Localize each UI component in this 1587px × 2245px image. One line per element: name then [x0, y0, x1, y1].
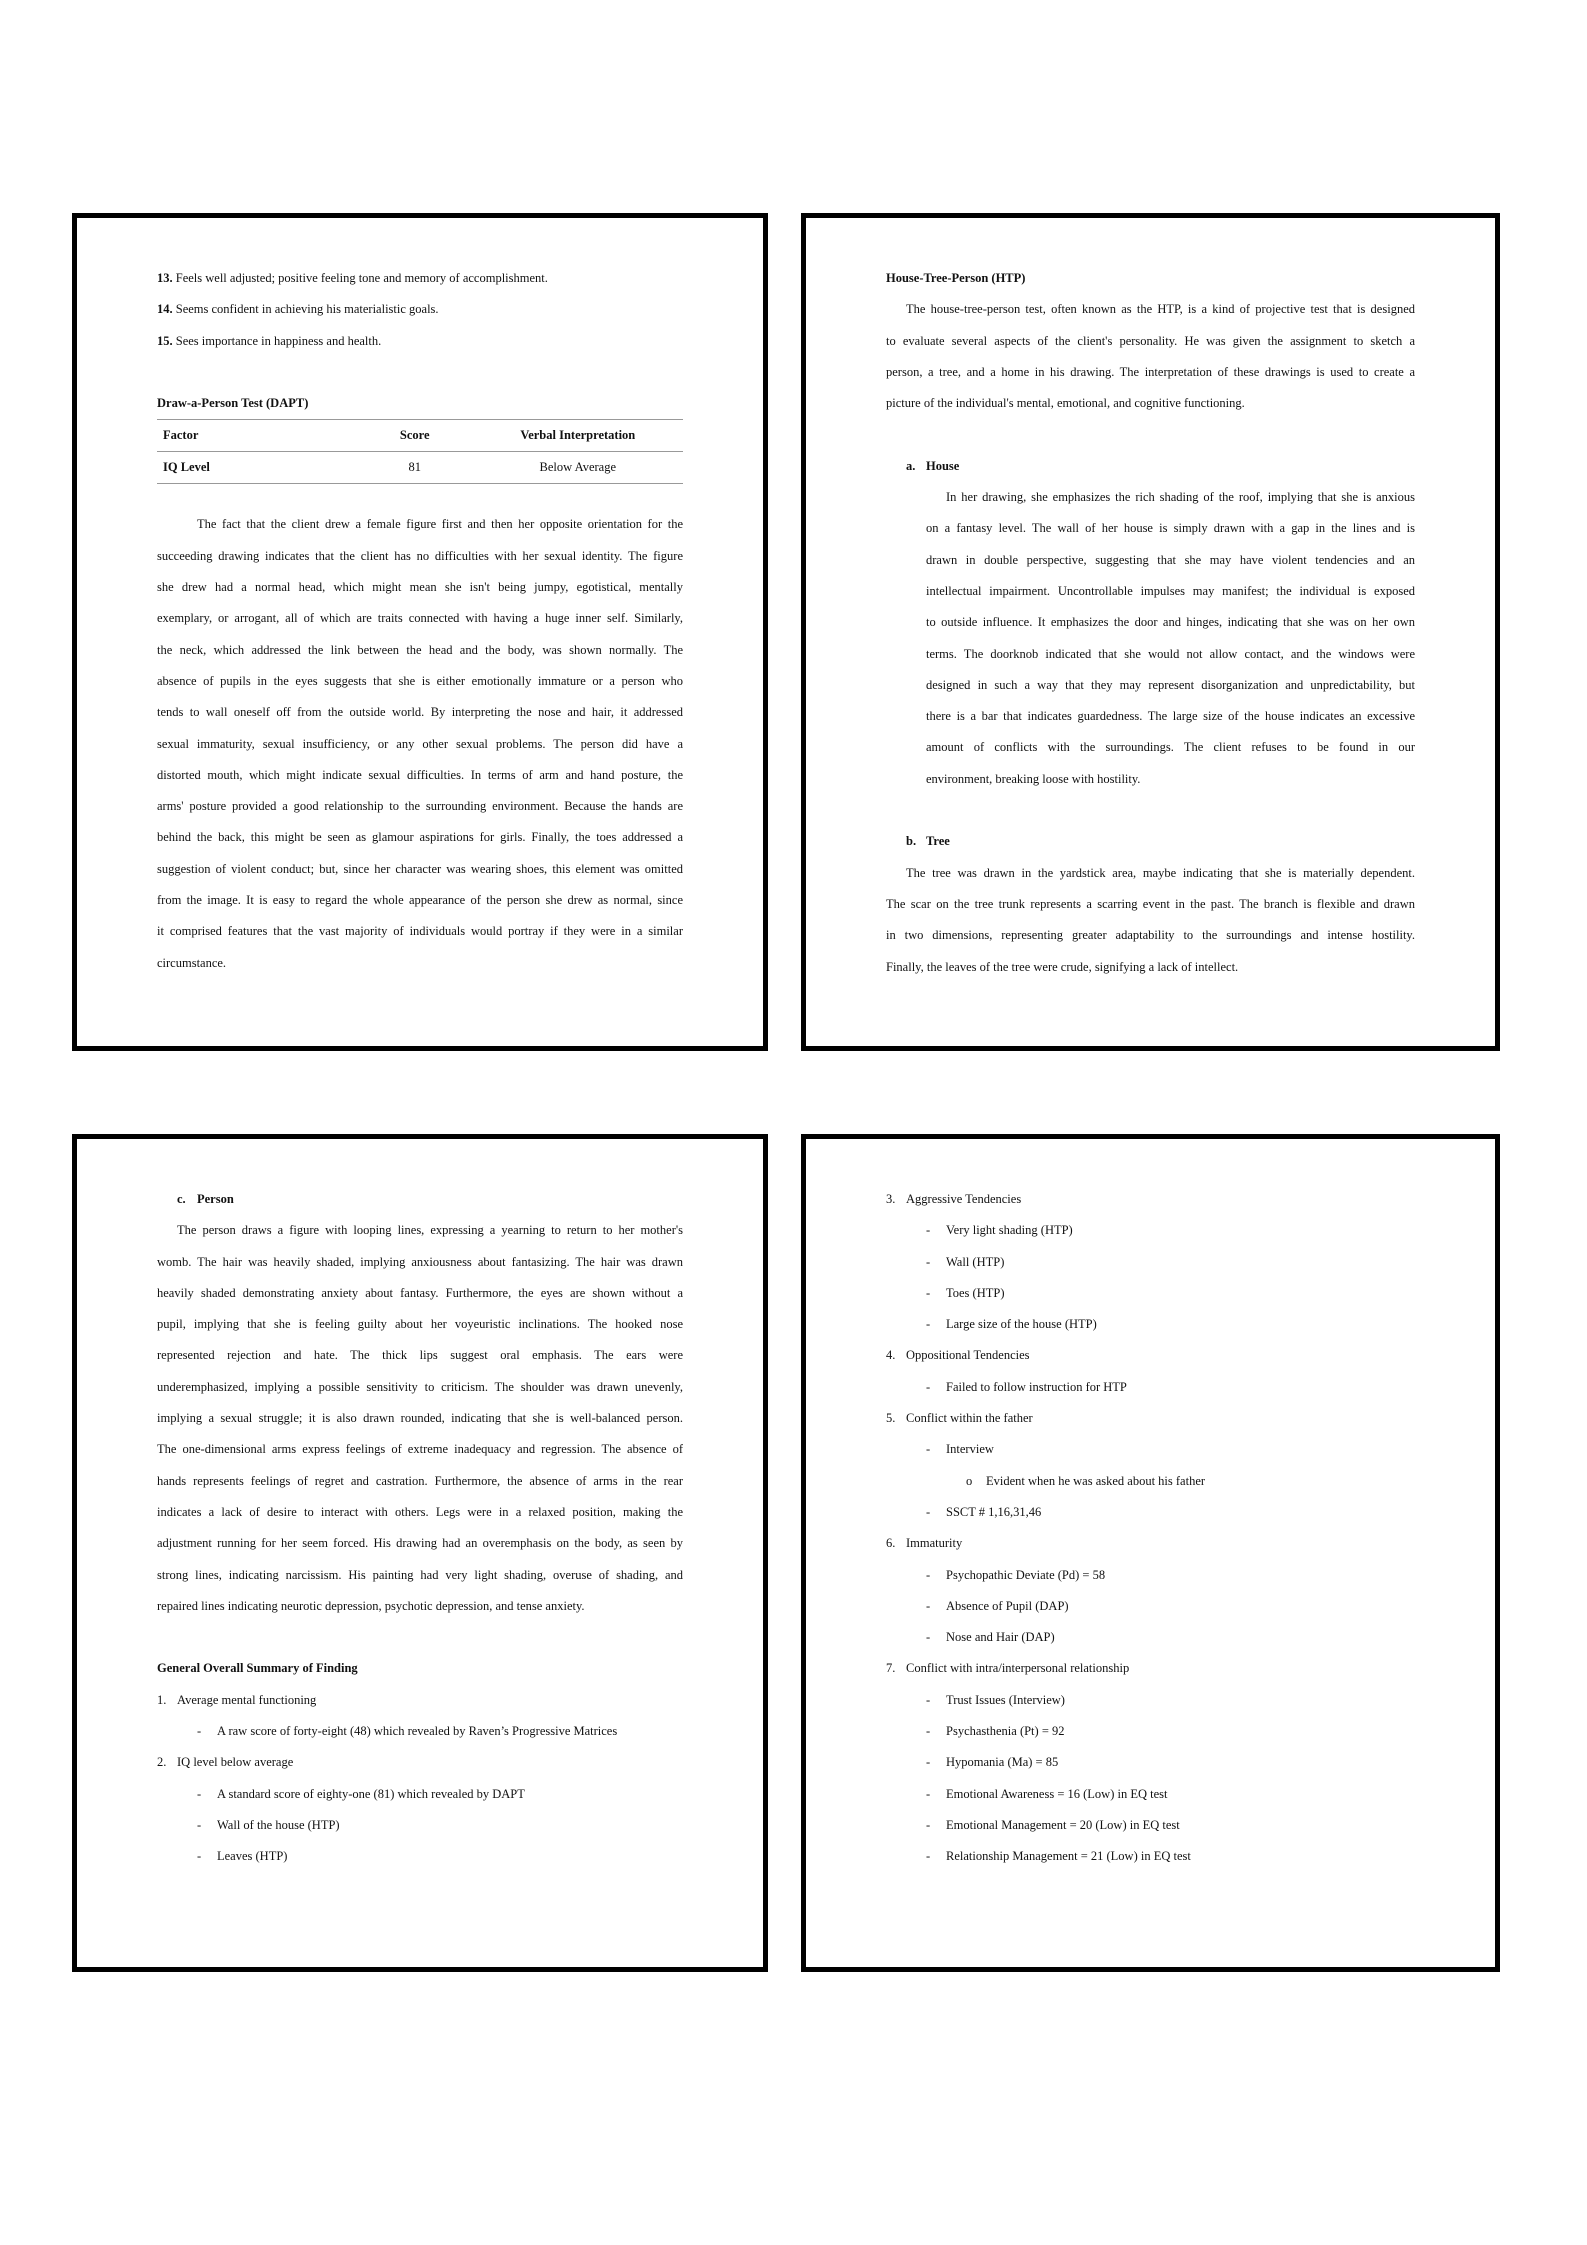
list-subitem: - Wall (HTP) — [926, 1254, 1005, 1269]
list-item: 4. Oppositional Tendencies — [886, 1348, 1030, 1363]
dapt-paragraph: The fact that the client drew a female figure first and then her opposite orientation for the succeeding drawing indicates that the client has no difficulties with her sexual identity. The figure she drew had a normal head, which might mean she isn't being jumpy, egotistical, mentally exemplary, or arrogant, all of which are traits connected with having a huge inner self. Similarly, the neck, which addressed the link between the head and the body, was shown normally. The absence of pupils in the eyes suggests that she is either emotionally immature or a person who tends to wall oneself off from the outside world. By interpreting the nose and hair, it addressed sexual immaturity, sexual insufficiency, or any other sexual problems. The person did have a distorted mouth, which might indicate sexual difficulties. In terms of arm and hand posture, the arms' posture provided a good relationship to the surrounding environment. Because the hands are behind the back, this might be seen as glamour aspirations for girls. Finally, the toes addressed a suggestion of violent conduct; but, since her character was wearing shoes, this element was omitted from the image. It is easy to regard the whole appearance of the person she drew as normal, since it comprised features that the vast majority of individuals would portray if they were in a similar circumstance. — [157, 517, 683, 970]
htp-intro-paragraph: The house-tree-person test, often known as the HTP, is a kind of projective test that is designed to evaluate several aspects of the client's personality. He was given the assignment to sketch a person, a tree, and a home in his drawing. The interpretation of these drawings is used to create a picture of the individual's mental, emotional, and cognitive functioning. — [886, 302, 1415, 411]
list-subitem: - Emotional Awareness = 16 (Low) in EQ test — [926, 1786, 1168, 1801]
document-page-2 — [801, 213, 1500, 1051]
list-item: 1. Average mental functioning — [157, 1692, 317, 1707]
list-item: 5. Conflict within the father — [886, 1411, 1033, 1426]
list-subitem: - Absence of Pupil (DAP) — [926, 1598, 1069, 1613]
table-cell: 81 — [357, 452, 473, 484]
table-header: Factor — [157, 420, 357, 452]
list-subitem: - Psychasthenia (Pt) = 92 — [926, 1724, 1065, 1739]
subsection-heading-house: a. House — [906, 458, 960, 473]
document-page-1 — [72, 213, 768, 1051]
table-row — [157, 452, 683, 484]
table-header: Score — [357, 420, 473, 452]
section-heading-dapt: Draw-a-Person Test (DAPT) — [157, 396, 309, 411]
subsection-heading-person: c. Person — [177, 1192, 234, 1206]
list-subitem: - Failed to follow instruction for HTP — [926, 1379, 1127, 1394]
list-subsubitem: o Evident when he was asked about his father — [966, 1473, 1206, 1488]
table-header: Verbal Interpretation — [473, 420, 683, 452]
numbered-item: 15. Sees importance in happiness and health. — [157, 333, 382, 348]
section-heading-htp: House-Tree-Person (HTP) — [886, 271, 1026, 285]
list-subitem: - Emotional Management = 20 (Low) in EQ test — [926, 1817, 1180, 1832]
list-subitem: - A standard score of eighty-one (81) which revealed by DAPT — [197, 1786, 525, 1801]
document-page-3 — [72, 1134, 768, 1972]
list-subitem: - Relationship Management = 21 (Low) in EQ test — [926, 1849, 1191, 1864]
list-subitem: - A raw score of forty-eight (48) which revealed by Raven’s Progressive Matrices — [197, 1724, 618, 1739]
numbered-item: 14. Seems confident in achieving his materialistic goals. — [157, 302, 439, 317]
list-item: 3. Aggressive Tendencies — [886, 1192, 1022, 1206]
person-paragraph: The person draws a figure with looping lines, expressing a yearning to return to her mother's womb. The hair was heavily shaded, implying anxiousness about fantasizing. The hair was drawn heavily shaded demonstrating anxiety about fantasy. Furthermore, the eyes are shown without a pupil, implying that she is feeling guilty about her voyeuristic inclinations. The hooked nose represented rejection and hate. The thick lips suggest oral emphasis. The ears were underemphasized, implying a possible sensitivity to criticism. The shoulder was drawn unevenly, implying a sexual struggle; it is also drawn rounded, indicating that she is well-balanced person. The one-dimensional arms express feelings of extreme inadequacy and regression. The absence of hands represents feelings of regret and castration. Furthermore, the absence of arms in the rear indicates a lack of desire to interact with others. Legs were in a relaxed position, making the adjustment running for her seem forced. His drawing had an overemphasis on the body, as seen by strong lines, indicating narcissism. His painting had very light shading, overuse of shading, and repaired lines indicating neurotic depression, psychotic depression, and tense anxiety. — [157, 1223, 683, 1613]
tree-paragraph: The tree was drawn in the yardstick area, maybe indicating that she is materially dependent. The scar on the tree trunk represents a scarring event in the past. The branch is flexible and drawn in two dimensions, representing greater adaptability to the surroundings and intense hostility. Finally, the leaves of the tree were crude, signifying a lack of intellect. — [886, 865, 1415, 974]
list-subitem: - Toes (HTP) — [926, 1285, 1005, 1300]
list-subitem: - Wall of the house (HTP) — [197, 1817, 340, 1832]
section-heading-summary: General Overall Summary of Finding — [157, 1661, 358, 1676]
document-page-4 — [801, 1134, 1500, 1972]
numbered-item: 13. Feels well adjusted; positive feeling tone and memory of accomplishment. — [157, 271, 548, 285]
list-subitem: - Interview — [926, 1442, 994, 1457]
list-subitem: - Psychopathic Deviate (Pd) = 58 — [926, 1567, 1106, 1582]
list-subitem: - Hypomania (Ma) = 85 — [926, 1755, 1059, 1770]
list-item: 6. Immaturity — [886, 1536, 963, 1551]
subsection-heading-tree: b. Tree — [906, 834, 950, 849]
table-cell: IQ Level — [157, 452, 357, 484]
house-paragraph: In her drawing, she emphasizes the rich shading of the roof, implying that she is anxious on a fantasy level. The wall of her house is simply drawn with a gap in the lines and is drawn in double perspective, suggesting that she may have violent tendencies and an intellectual impairment. Uncontrollable impulses may manifest; the individual is exposed to outside influence. It emphasizes the door and hinges, indicating that she was on her own terms. The doorknob indicated that she would not allow contact, and the windows were designed in such a way that they may represent disorganization and unpredictability, but there is a bar that indicates guardedness. The large size of the house indicates an excessive amount of conflicts with the surroundings. The client refuses to be found in our environment, breaking loose with hostility. — [926, 490, 1415, 786]
list-subitem: - Very light shading (HTP) — [926, 1223, 1073, 1238]
list-item: 2. IQ level below average — [157, 1755, 294, 1770]
list-subitem: - Large size of the house (HTP) — [926, 1317, 1097, 1332]
list-subitem: - Leaves (HTP) — [197, 1849, 288, 1864]
table-cell: Below Average — [473, 452, 683, 484]
list-subitem: - Nose and Hair (DAP) — [926, 1630, 1055, 1645]
dapt-score-table — [157, 419, 683, 484]
list-subitem: - Trust Issues (Interview) — [926, 1692, 1065, 1707]
list-subitem: - SSCT # 1,16,31,46 — [926, 1504, 1042, 1519]
list-item: 7. Conflict with intra/interpersonal relationship — [886, 1661, 1130, 1676]
